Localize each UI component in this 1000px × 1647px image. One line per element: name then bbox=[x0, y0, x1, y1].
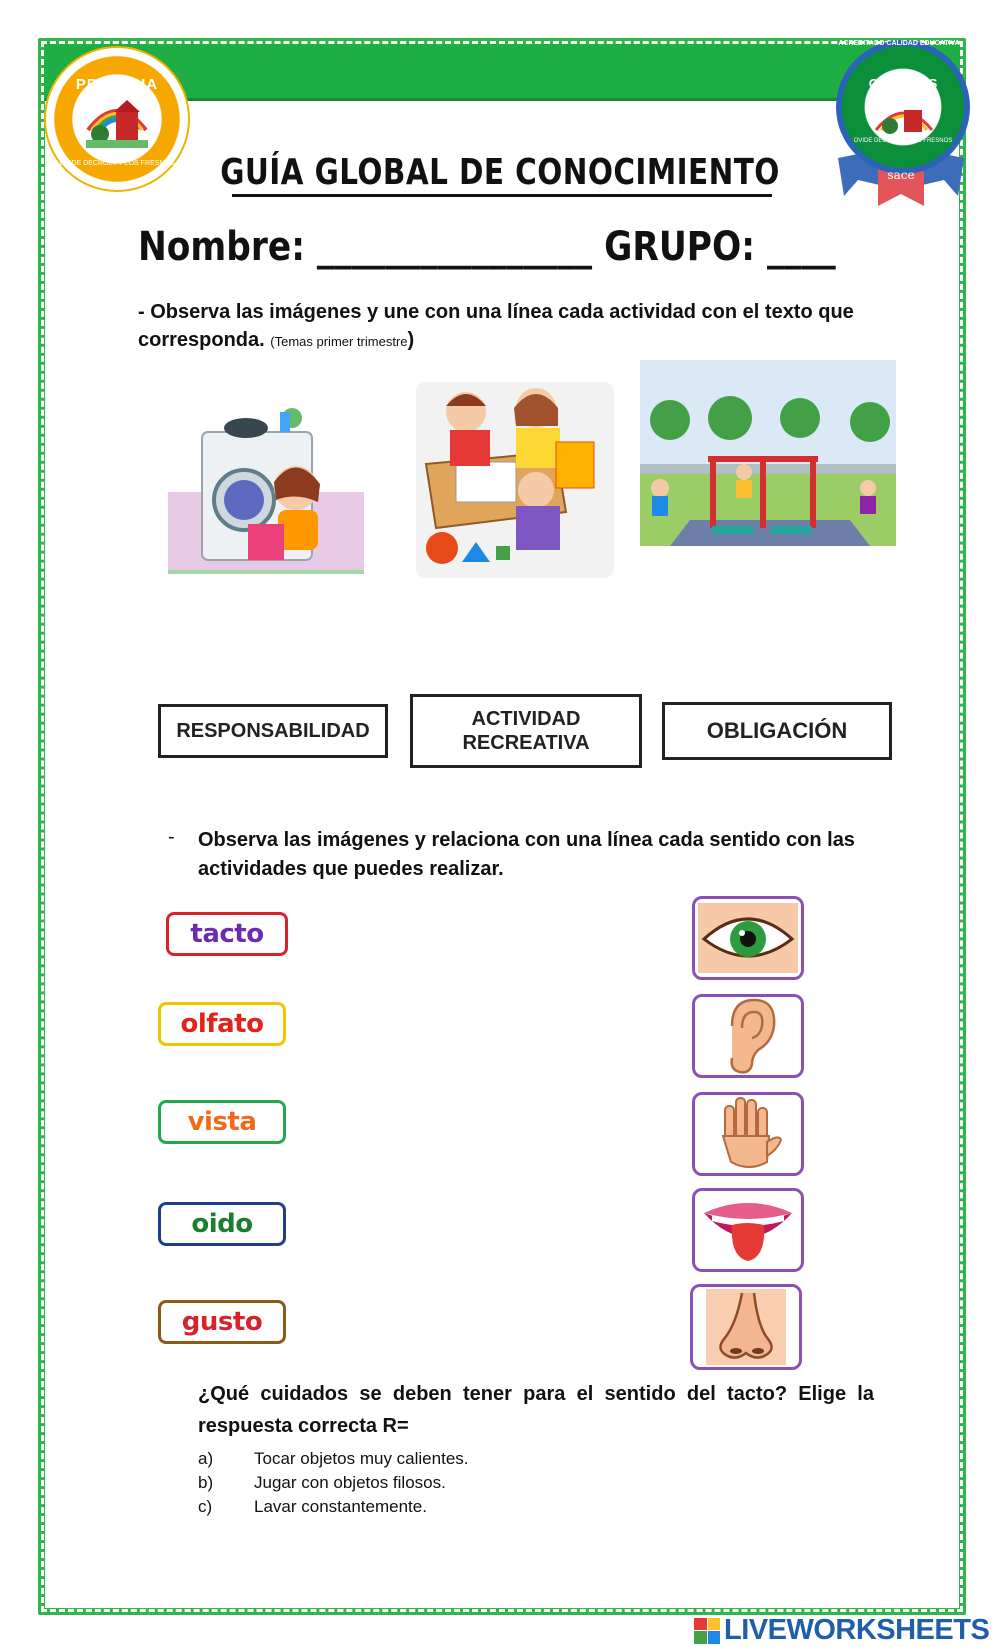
word-box-actividad-recreativa[interactable] bbox=[410, 694, 642, 768]
tongue-icon bbox=[698, 1195, 798, 1265]
brand-name: LIVEWORKSHEETS bbox=[724, 1614, 990, 1646]
sace-label: sace bbox=[887, 168, 915, 182]
liveworksheets-brand[interactable] bbox=[694, 1614, 1000, 1647]
option-text-a[interactable]: Tocar objetos muy calientes. bbox=[254, 1449, 469, 1468]
eye-card[interactable] bbox=[692, 896, 804, 980]
seal-title: COLEGIOS bbox=[868, 76, 938, 91]
word-box-label: ACTIVIDAD RECREATIVA bbox=[462, 708, 590, 754]
seal-title: PRIMARIA bbox=[75, 76, 159, 93]
option-letter-a: a) bbox=[198, 1449, 214, 1468]
title-underline bbox=[232, 194, 772, 197]
sense-label-olfato[interactable]: olfato bbox=[158, 1002, 286, 1046]
option-letter-b: b) bbox=[198, 1473, 214, 1492]
sense-label-oido[interactable]: oido bbox=[158, 1202, 286, 1246]
playground-image[interactable] bbox=[640, 360, 896, 546]
instruction-bullet: - bbox=[168, 826, 175, 848]
seal-subtitle: OVIDE DECROLY Y LOS FRESNOS bbox=[853, 138, 953, 144]
instruction-senses: Observa las imágenes y relaciona con una línea cada sentido con las actividades que puedes realizar. bbox=[198, 829, 855, 880]
page-title: GUÍA GLOBAL DE CONOCIMIENTO bbox=[220, 152, 780, 193]
seal-subtitle: OVIDE DECROLY Y LOS FRESNOS bbox=[59, 160, 175, 167]
instruction-activities bbox=[138, 298, 874, 356]
option-text-c[interactable]: Lavar constantemente. bbox=[254, 1497, 427, 1516]
laundry-girl-image[interactable] bbox=[168, 392, 364, 584]
children-studying-image[interactable] bbox=[416, 382, 614, 578]
ear-card[interactable] bbox=[692, 994, 804, 1078]
option-letter-c: c) bbox=[198, 1497, 213, 1516]
instruction-text: - Observa las imágenes y une con una línea cada actividad con el texto que corresponda. bbox=[138, 301, 854, 351]
school-building-icon bbox=[86, 90, 148, 148]
word-box-obligacion[interactable]: OBLIGACIÓN bbox=[662, 702, 892, 760]
mouth-card[interactable] bbox=[692, 1188, 804, 1272]
sense-label-vista[interactable]: vista bbox=[158, 1100, 286, 1144]
hand-icon bbox=[713, 1096, 783, 1172]
name-group-field[interactable]: Nombre: ________________ GRUPO: ____ bbox=[138, 224, 836, 270]
word-box-responsabilidad[interactable]: RESPONSABILIDAD bbox=[158, 704, 388, 758]
sense-label-tacto[interactable]: tacto bbox=[166, 912, 288, 956]
trimester-note-close: ) bbox=[407, 329, 415, 351]
question-text: ¿Qué cuidados se deben tener para el sentido del tacto? Elige la respuesta correcta R= bbox=[198, 1383, 874, 1437]
school-building-icon bbox=[874, 96, 934, 136]
eye-icon bbox=[698, 903, 798, 973]
option-text-b[interactable]: Jugar con objetos filosos. bbox=[254, 1473, 446, 1492]
sense-label-gusto[interactable]: gusto bbox=[158, 1300, 286, 1344]
hand-card[interactable] bbox=[692, 1092, 804, 1176]
ear-icon bbox=[718, 998, 778, 1074]
nose-icon bbox=[706, 1289, 786, 1365]
seal-arc-text: ACREDITADO CALIDAD EDUCATIVA bbox=[838, 40, 960, 47]
liveworksheets-logo-icon bbox=[694, 1618, 720, 1644]
trimester-note: (Temas primer trimestre bbox=[270, 334, 408, 349]
nose-card[interactable] bbox=[690, 1284, 802, 1370]
